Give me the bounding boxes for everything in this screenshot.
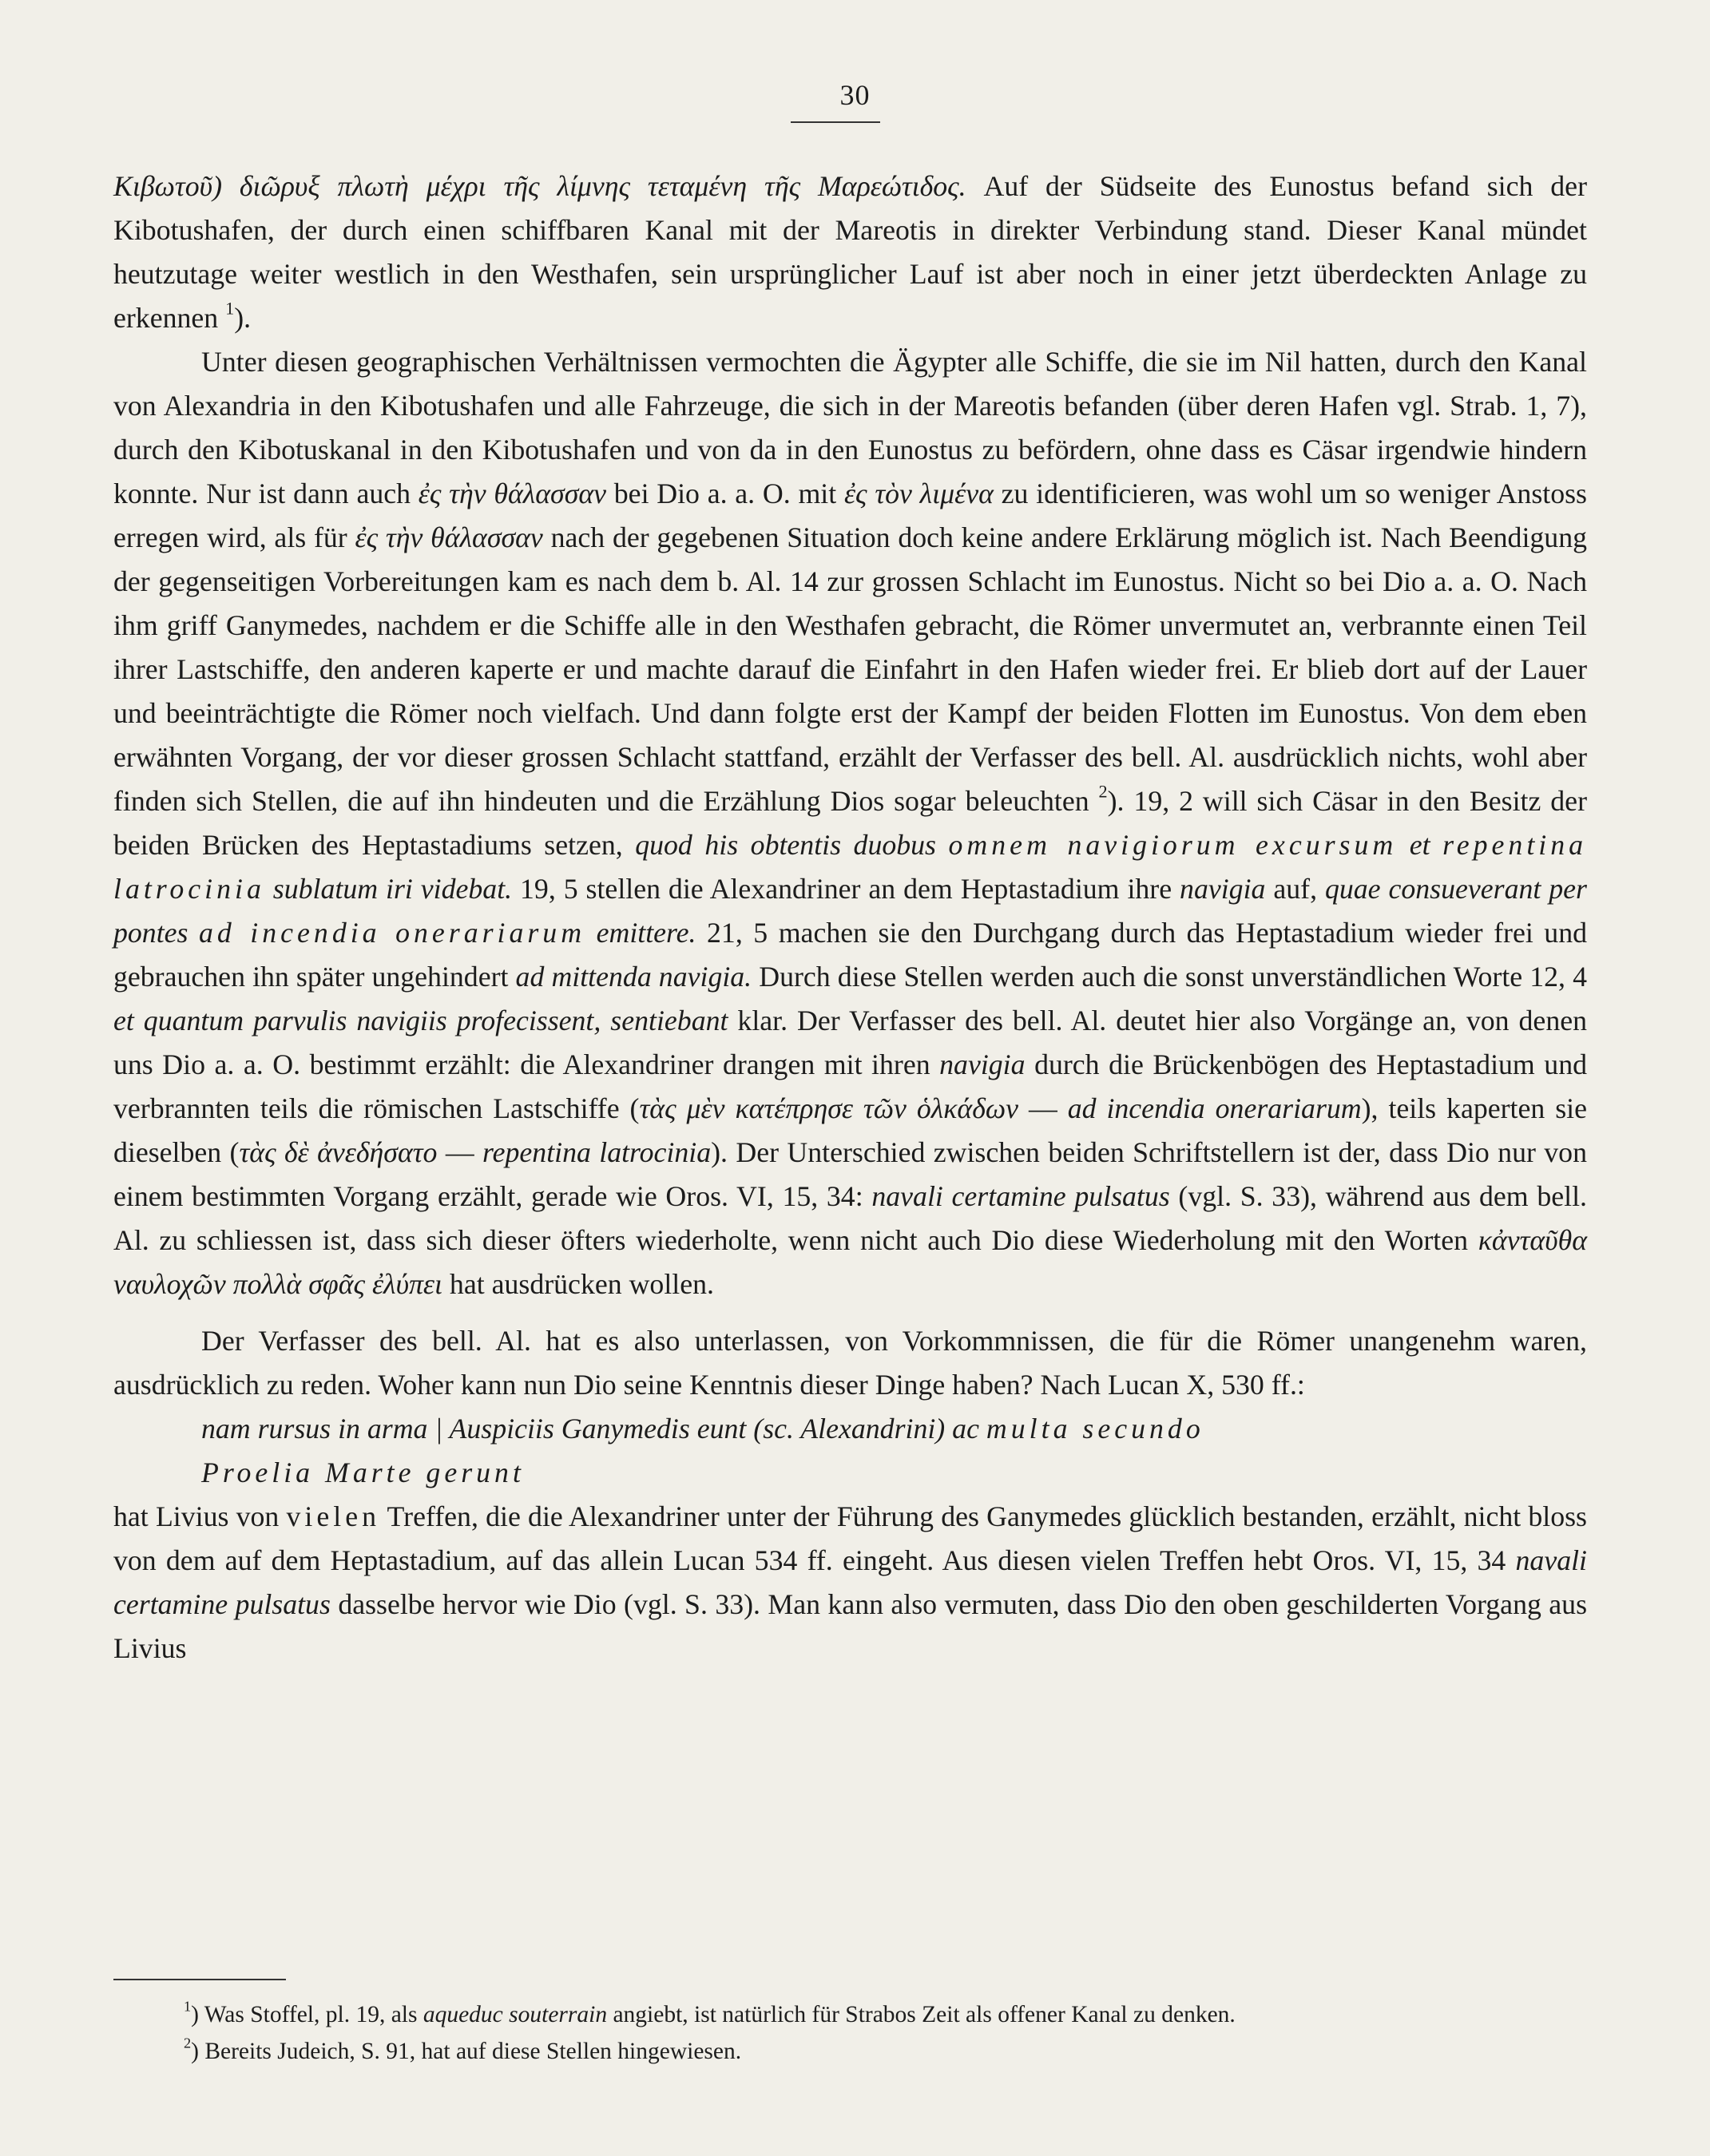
latin-quote: navigia	[939, 1048, 1026, 1080]
text-run: Der Verfasser des bell. Al. hat es also unterlassen, von Vorkommnissen, die für die Römer unangenehm waren, ausdrücklich zu reden. Woher kann nun Dio seine Kenntnis dieser Dinge haben? Nach Lucan X, 530 ff.:	[113, 1325, 1587, 1401]
footnote-marker: 1	[184, 1998, 192, 2015]
latin-quote: sublatum iri videbat.	[264, 873, 513, 905]
footnote-rule	[113, 1979, 286, 1980]
text-run: Was Stoffel, pl. 19, als	[198, 2002, 423, 2027]
latin-quote: quod his obtentis duobus	[635, 829, 949, 861]
text-run: bei Dio a. a. O. mit	[606, 478, 844, 509]
latin-quote: et quantum parvulis navigiis profecissent, sentiebant	[113, 1005, 728, 1036]
header-rule	[791, 121, 880, 123]
text-run: durch die Brückenbögen des Heptastadium und verbrannten teils die römischen Lastschiffe (	[113, 1048, 1588, 1124]
footnote-marker-paren: )	[191, 2002, 199, 2027]
text-run: ). Der Unterschied zwischen beiden Schriftstellern ist der, dass Dio nur von einem bestimmten Vorgang erzählt, gerade wie Oros. VI, 15, 34:	[113, 1136, 1587, 1212]
greek-quote: ἐς τὴν θάλασσαν	[355, 521, 543, 553]
footnote	[113, 1996, 1587, 2033]
latin-quote: repentina latrocinia	[482, 1136, 712, 1168]
greek-quote: τὰς μὲν κατέπρησε τῶν ὁλκάδων	[639, 1092, 1019, 1124]
footnote-marker-paren: )	[191, 2039, 199, 2064]
latin-quote: navali certamine pulsatus	[871, 1180, 1170, 1212]
latin-quote: et	[1397, 829, 1443, 861]
latin-quote: ad mittenda navigia.	[515, 961, 752, 993]
greek-quote: κἀνταῦθα ναυλοχῶν πολλὰ σφᾶς ἐλύπει	[113, 1224, 1587, 1300]
footnote-ref: 2	[1098, 781, 1108, 802]
text-run: nach der gegebenen Situation doch keine andere Erklärung möglich ist. Nach Beendigung der gegenseitigen Vorbereitungen kam es nach dem b. Al. 14 zur grossen Schlacht im Eunostus. Nicht so bei Dio a. a. O. Nach ihm griff Ganymedes, nachdem er die Schiffe alle in den Westhafen gebracht, die Römer unvermutet an, verbrannte einen Teil ihrer Lastschiffe, den anderen kaperte er und machte darauf die Einfahrt in den Hafen wieder frei. Er blieb dort auf der Lauer und beeinträchtigte die Römer noch vielfach. Und dann folgte erst der Kampf der beiden Flotten im Eunostus. Von dem eben erwähnten Vorgang, der vor dieser grossen Schlacht stattfand, erzählt der Verfasser des bell. Al. ausdrücklich nichts, wohl aber finden sich Stellen, die auf ihn hindeuten und die Erzählung Dios sogar beleuchten	[113, 521, 1587, 817]
spaced-emphasis: Proelia Marte gerunt	[201, 1456, 525, 1488]
page-number: 30	[839, 79, 871, 111]
text-run: —	[1018, 1092, 1068, 1124]
footnote	[113, 2033, 1587, 2070]
greek-quote: ἐς τὸν λιμένα	[843, 478, 994, 509]
latin-quote: navigia	[1180, 873, 1266, 905]
text-run: 19, 5 stellen die Alexandriner an dem Heptastadium ihre	[512, 873, 1180, 905]
text-run: dasselbe hervor wie Dio (vgl. S. 33). Man kann also vermuten, dass Dio den oben geschilderten Vorgang aus Livius	[113, 1588, 1587, 1664]
text-run: ). 19, 2 will sich Cäsar in den Besitz der beiden Brücken des Heptastadiums setzen,	[113, 785, 1587, 861]
spaced-emphasis: repentina latrocinia	[113, 829, 1588, 905]
paragraph	[113, 1407, 1587, 1451]
latin-quote: quae consueverant per pontes	[113, 873, 1587, 949]
paragraph	[113, 1319, 1587, 1407]
latin-quote: ad incendia onerariarum	[1067, 1092, 1362, 1124]
text-run: (vgl. S. 33), während aus dem bell. Al. zu schliessen ist, dass sich dieser öfters wiederholte, wenn nicht auch Dio diese Wiederholung mit den Worten	[113, 1180, 1587, 1256]
footnote-marker: 2	[184, 2035, 192, 2051]
text-run: Bereits Judeich, S. 91, hat auf diese Stellen hingewiesen.	[198, 2039, 742, 2064]
paragraph	[113, 1495, 1587, 1671]
greek-quote: τὰς δὲ ἀνεδήσατο	[239, 1136, 438, 1168]
paragraph	[113, 1451, 1587, 1495]
text-run: Unter diesen geographischen Verhältnissen vermochten die Ägypter alle Schiffe, die sie im Nil hatten, durch den Kanal von Alexandria in den Kibotushafen und alle Fahrzeuge, die sich in der Mareotis befanden (über deren Hafen vgl. Strab. 1, 7), durch den Kibotuskanal in den Kibotushafen und von da in den Eunostus zu befördern, ohne dass es Cäsar irgendwie hindern konnte. Nur ist dann auch	[113, 346, 1587, 509]
text-run: zu identificieren, was wohl um so weniger Anstoss erregen wird, als für	[113, 478, 1587, 553]
greek-quote: ἐς τὴν θάλασσαν	[418, 478, 607, 509]
greek-quote: Κιβωτοῦ) διῶρυξ πλωτὴ μέχρι τῆς λίμνης τεταμένη τῆς Μαρεώτιδος.	[113, 170, 966, 202]
body-text	[113, 164, 1587, 1671]
text-run: hat ausdrücken wollen.	[442, 1268, 714, 1300]
latin-quote: emittere.	[585, 917, 696, 949]
spaced-emphasis: multa secundo	[986, 1413, 1204, 1445]
latin-quote: nam rursus in arma | Auspiciis Ganymedis eunt (sc. Alexandrini) ac	[201, 1413, 986, 1445]
text-run: Treffen, die die Alexandriner unter der Führung des Ganymedes glücklich bestanden, erzählt, nicht bloss von dem auf dem Heptastadium, auf das allein Lucan 534 ff. eingeht. Aus diesen vielen Treffen hebt Oros. VI, 15, 34	[113, 1500, 1587, 1576]
footnote-ref: 1	[225, 298, 235, 319]
latin-quote: navali certamine pulsatus	[113, 1544, 1587, 1620]
text-run: 21, 5 machen sie den Durchgang durch das Heptastadium wieder frei und gebrauchen ihn später ungehindert	[113, 917, 1587, 993]
paragraph	[113, 340, 1587, 1306]
paragraph	[113, 164, 1587, 340]
latin-quote: aqueduc souterrain	[423, 2002, 608, 2027]
text-run: Auf der Südseite des Eunostus befand sich der Kibotushafen, der durch einen schiffbaren Kanal mit der Mareotis in direkter Verbindung stand. Dieser Kanal mündet heutzutage weiter westlich in den Westhafen, sein ursprünglicher Lauf ist aber noch in einer jetzt überdeckten Anlage zu erkennen	[113, 170, 1587, 334]
spaced-emphasis: omnem navigiorum excursum	[948, 829, 1398, 861]
text-run: auf,	[1265, 873, 1325, 905]
text-run: ).	[234, 302, 252, 334]
spaced-emphasis: vielen	[286, 1500, 380, 1532]
text-run: angiebt, ist natürlich für Strabos Zeit als offener Kanal zu denken.	[607, 2002, 1236, 2027]
text-run: hat Livius von	[113, 1500, 287, 1532]
text-run: —	[437, 1136, 483, 1168]
text-run: Durch diese Stellen werden auch die sonst unverständlichen Worte 12, 4	[752, 961, 1587, 993]
text-run: ), teils kaperten sie dieselben (	[113, 1092, 1587, 1168]
text-run: klar. Der Verfasser des bell. Al. deutet hier also Vorgänge an, von denen uns Dio a. a. O. bestimmt erzählt: die Alexandriner drangen mit ihren	[113, 1005, 1587, 1080]
footnotes	[113, 1996, 1587, 2070]
spaced-emphasis: ad incendia onerariarum	[198, 917, 586, 949]
